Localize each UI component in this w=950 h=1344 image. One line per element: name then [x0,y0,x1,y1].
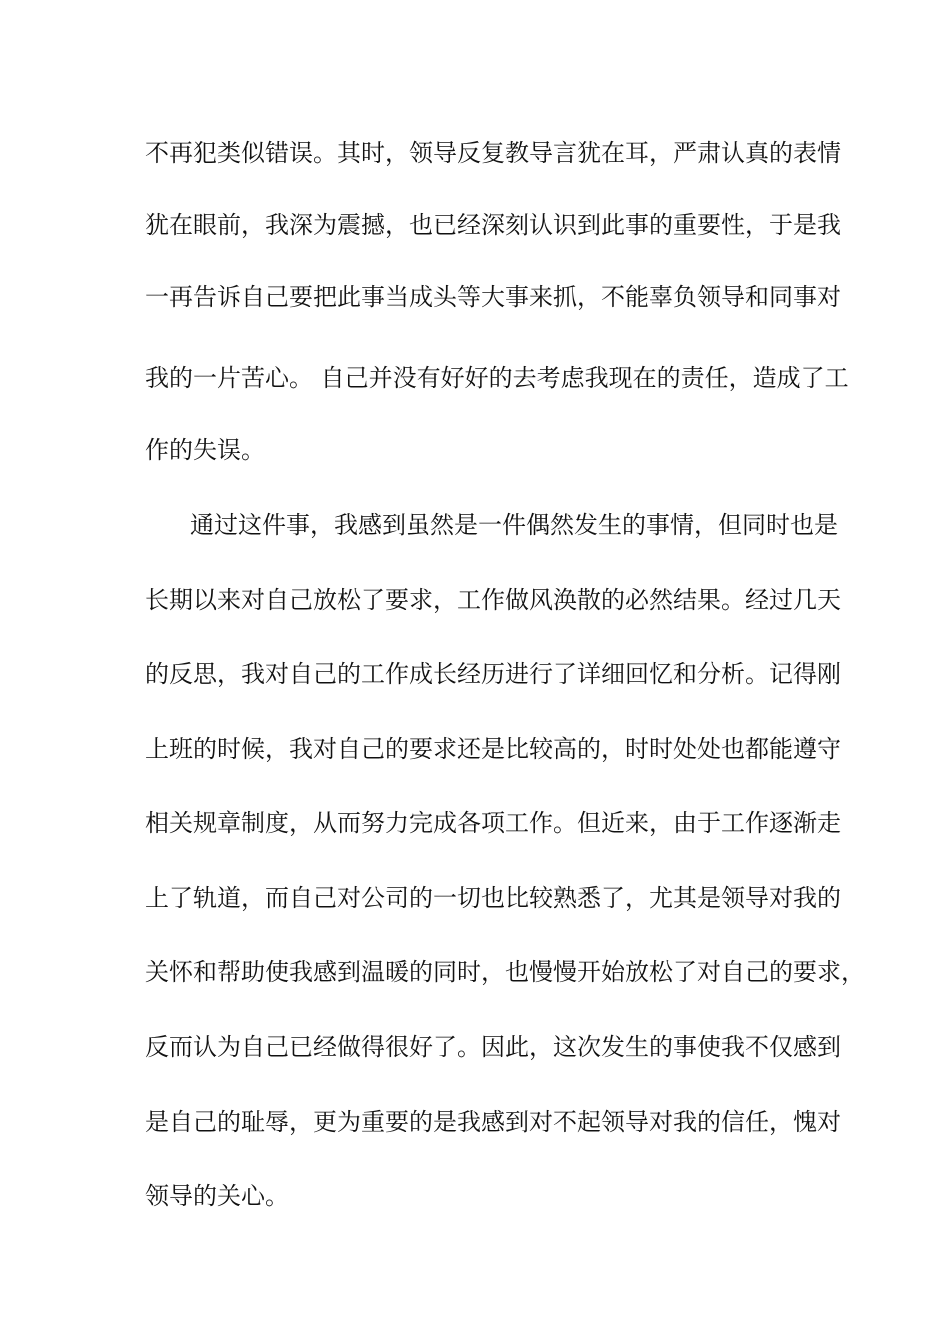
paragraph-line: 反而认为自己已经做得很好了。因此，这次发生的事使我不仅感到 [145,1033,841,1061]
paragraph-line: 是自己的耻辱，更为重要的是我感到对不起领导对我的信任，愧对 [145,1108,841,1136]
paragraph-line: 上了轨道，而自己对公司的一切也比较熟悉了，尤其是领导对我的 [145,884,841,912]
paragraph-line: 长期以来对自己放松了要求，工作做风涣散的必然结果。经过几天 [145,586,841,614]
paragraph-line: 一再告诉自己要把此事当成头等大事来抓，不能辜负领导和同事对 [145,283,841,311]
paragraph-line: 关怀和帮助使我感到温暖的同时，也慢慢开始放松了对自己的要求， [145,958,865,986]
paragraph-line: 犹在眼前，我深为震撼，也已经深刻认识到此事的重要性，于是我 [145,211,841,239]
paragraph-line: 不再犯类似错误。其时，领导反复教导言犹在耳，严肃认真的表情 [145,139,841,167]
paragraph-line: 我的一片苦心。 自己并没有好好的去考虑我现在的责任，造成了工 [145,364,849,392]
paragraph-line: 相关规章制度，从而努力完成各项工作。但近来，由于工作逐渐走 [145,809,841,837]
paragraph-line: 通过这件事，我感到虽然是一件偶然发生的事情，但同时也是 [190,511,838,539]
paragraph-line: 领导的关心。 [145,1182,289,1210]
paragraph-line: 的反思，我对自己的工作成长经历进行了详细回忆和分析。记得刚 [145,660,841,688]
paragraph-line: 作的失误。 [145,436,265,464]
paragraph-line: 上班的时候，我对自己的要求还是比较高的，时时处处也都能遵守 [145,735,841,763]
